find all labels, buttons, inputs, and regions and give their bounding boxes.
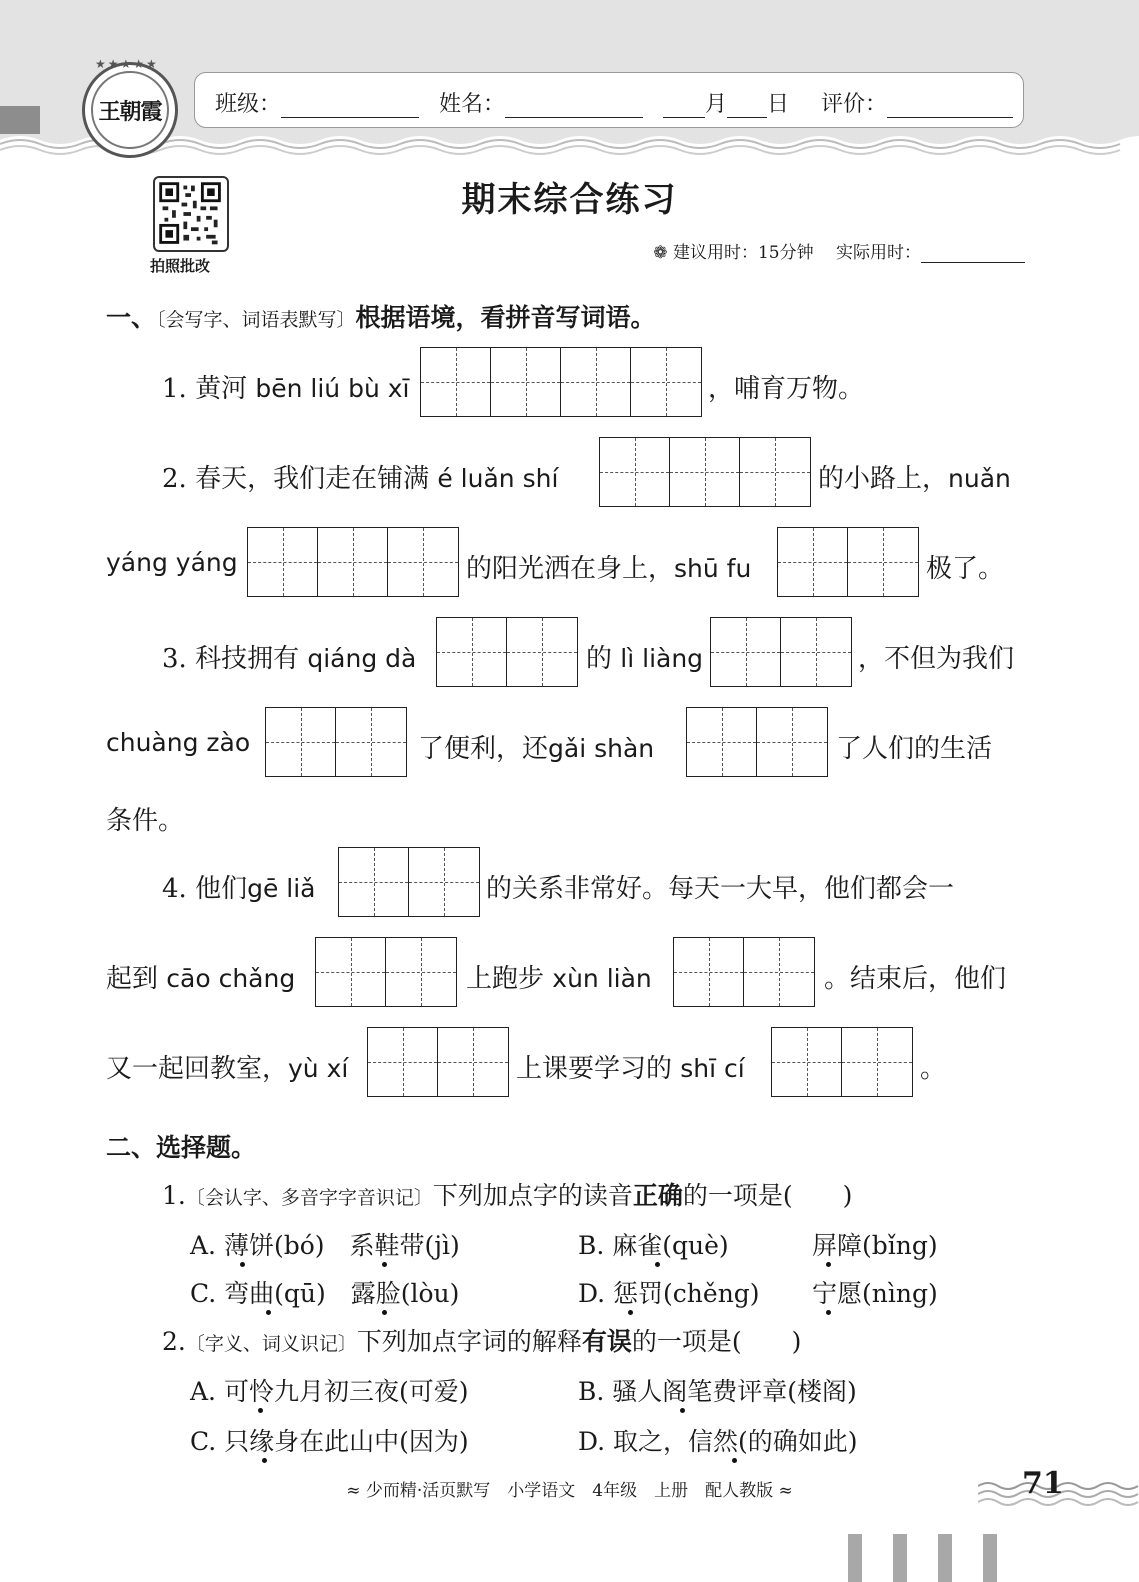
s1-q4-mid6: 上课要学习的 shī cí bbox=[516, 1054, 745, 1084]
s1-q1-suffix: ，哺育万物。 bbox=[708, 374, 865, 404]
s1-q3-suffix: 条件。 bbox=[106, 806, 185, 836]
name-field[interactable]: 姓名： bbox=[439, 87, 643, 118]
s2-q1-option-d2: 宁愿(nìng) bbox=[812, 1279, 938, 1308]
answer-boxes[interactable] bbox=[247, 527, 459, 597]
s1-q4-mid5: 又一起回教室，yù xí bbox=[106, 1054, 349, 1084]
s1-q3-mid2: ，不但为我们 bbox=[858, 644, 1015, 674]
logo-stars-icon: ★★★★★ bbox=[95, 57, 159, 71]
s2-q1-option-b[interactable]: B. 麻雀(què) bbox=[578, 1231, 729, 1260]
clock-icon: ❁ bbox=[653, 243, 668, 263]
s1-q3-mid1: 的 lì liàng bbox=[586, 644, 704, 674]
s2-q2-option-c[interactable]: C. 只缘身在此山中(因为) bbox=[190, 1427, 469, 1456]
answer-boxes[interactable] bbox=[338, 847, 480, 917]
s2-q2-option-b[interactable]: B. 骚人阁笔费评章(楼阁) bbox=[578, 1377, 857, 1406]
s2-q1-option-d[interactable]: D. 惩罚(chěng) bbox=[578, 1279, 760, 1308]
header-wave-decoration bbox=[0, 130, 1139, 170]
s1-q4-mid4: 。结束后，他们 bbox=[824, 964, 1007, 994]
s1-q2-suffix: 极了。 bbox=[926, 554, 1005, 584]
section-1-heading: 一、〔会写字、词语表默写〕根据语境，看拼音写词语。 bbox=[106, 303, 656, 332]
answer-boxes[interactable] bbox=[686, 707, 828, 777]
s1-q3-prefix: 3. 科技拥有 qiáng dà bbox=[162, 644, 417, 674]
s1-q2-pinyin: yáng yáng bbox=[106, 548, 238, 577]
s1-q1-prefix: 1. 黄河 bēn liú bù xī bbox=[162, 374, 410, 404]
s1-q2-mid: 的小路上，nuǎn bbox=[818, 464, 1011, 494]
footer-series: ≈ 少而精·活页默写 小学语文 4年级 上册 配人教版 ≈ bbox=[346, 1481, 793, 1501]
page-number: 71 bbox=[1022, 1466, 1064, 1501]
answer-boxes[interactable] bbox=[315, 937, 457, 1007]
answer-boxes[interactable] bbox=[420, 347, 702, 417]
date-field[interactable]: 月 日 bbox=[663, 87, 789, 118]
answer-boxes[interactable] bbox=[771, 1027, 913, 1097]
s2-q1-option-c[interactable]: C. 弯曲(qū) 露脸(lòu) bbox=[190, 1279, 460, 1308]
time-hint: ❁ 建议用时：15分钟 实际用时： bbox=[653, 238, 1025, 263]
s1-q2-prefix: 2. 春天，我们走在铺满 é luǎn shí bbox=[162, 464, 559, 494]
answer-boxes[interactable] bbox=[673, 937, 815, 1007]
s1-q4-mid3: 上跑步 xùn liàn bbox=[466, 964, 652, 994]
s2-q2-option-a[interactable]: A. 可怜九月初三夜(可爱) bbox=[190, 1377, 469, 1406]
answer-boxes[interactable] bbox=[710, 617, 852, 687]
s2-q2-option-d[interactable]: D. 取之，信然(的确如此) bbox=[578, 1427, 858, 1456]
s1-q3-pinyin: chuàng zào bbox=[106, 728, 251, 757]
answer-boxes[interactable] bbox=[265, 707, 407, 777]
footer-bar bbox=[893, 1534, 907, 1582]
rating-field[interactable]: 评价： bbox=[821, 87, 1013, 118]
s2-q1-stem: 1.〔会认字、多音字字音识记〕下列加点字的读音正确的一项是( ) bbox=[162, 1181, 853, 1210]
footer-bar bbox=[938, 1534, 952, 1582]
footer-bar bbox=[848, 1534, 862, 1582]
s2-q2-stem: 2.〔字义、词义识记〕下列加点字词的解释有误的一项是( ) bbox=[162, 1327, 802, 1356]
logo-text: 王朝霞 bbox=[98, 98, 162, 125]
s2-q1-option-b2: 屏障(bǐng) bbox=[812, 1231, 938, 1260]
s2-q1-option-a[interactable]: A. 薄饼(bó) 系鞋带(jì) bbox=[190, 1231, 460, 1260]
brand-logo bbox=[82, 57, 178, 158]
class-field[interactable]: 班级： bbox=[215, 87, 419, 118]
s1-q3-mid3: 了便利，还gǎi shàn bbox=[418, 734, 655, 764]
answer-boxes[interactable] bbox=[367, 1027, 509, 1097]
s1-q4-suffix: 。 bbox=[920, 1054, 947, 1084]
answer-boxes[interactable] bbox=[599, 437, 811, 507]
s1-q4-mid1: 的关系非常好。每天一大早，他们都会一 bbox=[486, 874, 955, 904]
page-title: 期末综合练习 bbox=[461, 180, 678, 220]
student-info-box bbox=[194, 72, 1024, 128]
qr-label: 拍照批改 bbox=[150, 257, 211, 275]
answer-boxes[interactable] bbox=[436, 617, 578, 687]
section-2-heading: 二、选择题。 bbox=[106, 1133, 257, 1162]
footer-bar bbox=[983, 1534, 997, 1582]
s1-q4-mid2: 起到 cāo chǎng bbox=[106, 964, 296, 994]
s1-q3-mid4: 了人们的生活 bbox=[836, 734, 993, 764]
s1-q2-mid2: 的阳光洒在身上，shū fu bbox=[466, 554, 752, 584]
answer-boxes[interactable] bbox=[777, 527, 919, 597]
s1-q4-prefix: 4. 他们gē liǎ bbox=[162, 874, 316, 904]
